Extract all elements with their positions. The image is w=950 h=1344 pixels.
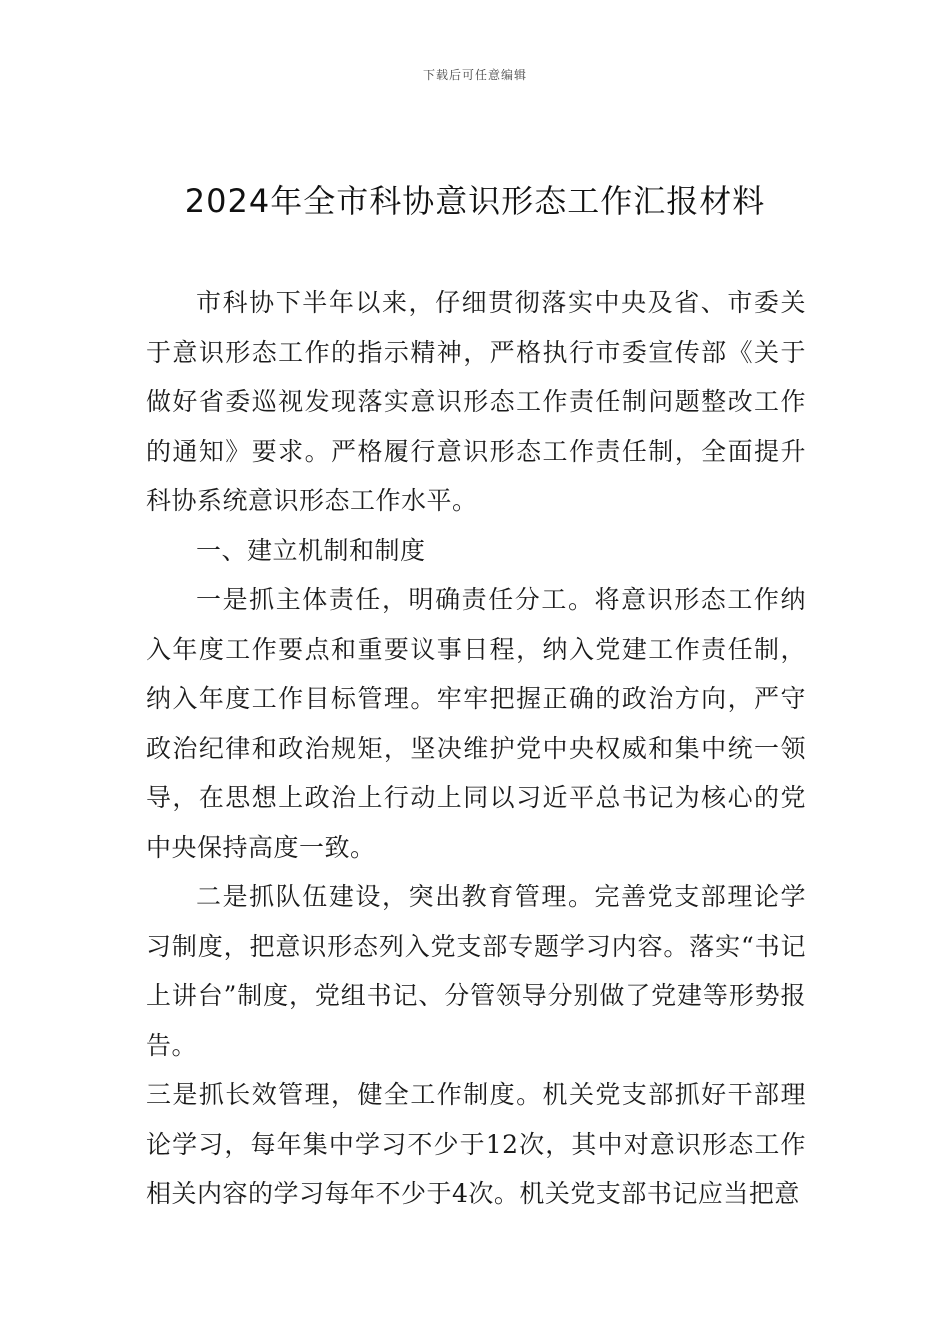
document-title: 2024年全市科协意识形态工作汇报材料	[184, 182, 766, 220]
paragraph-1: 一是抓主体责任，明确责任分工。将意识形态工作纳入年度工作要点和重要议事日程，纳入党建工作责任制，纳入年度工作目标管理。牢牢把握正确的政治方向，严守政治纪律和政治规矩，坚决维护党中央权威和集中统一领导，在思想上政治上行动上同以习近平总书记为核心的党中央保持高度一致。	[146, 585, 806, 862]
section-heading-1: 一、建立机制和制度	[196, 535, 426, 565]
paragraph-2: 二是抓队伍建设，突出教育管理。完善党支部理论学习制度，把意识形态列入党支部专题学习内容。落实“书记上讲台”制度，党组书记、分管领导分别做了党建等形势报告。	[146, 882, 806, 1060]
document-body	[146, 278, 806, 1219]
paragraph-3: 三是抓长效管理，健全工作制度。机关党支部抓好干部理论学习，每年集中学习不少于12次，其中对意识形态工作相关内容的学习每年不少于4次。机关党支部书记应当把意	[146, 1080, 806, 1208]
header-note: 下载后可任意编辑	[422, 68, 527, 82]
paragraph-intro: 市科协下半年以来，仔细贯彻落实中央及省、市委关于意识形态工作的指示精神，严格执行市委宣传部《关于做好省委巡视发现落实意识形态工作责任制问题整改工作的通知》要求。严格履行意识形态工作责任制，全面提升科协系统意识形态工作水平。	[146, 288, 806, 515]
